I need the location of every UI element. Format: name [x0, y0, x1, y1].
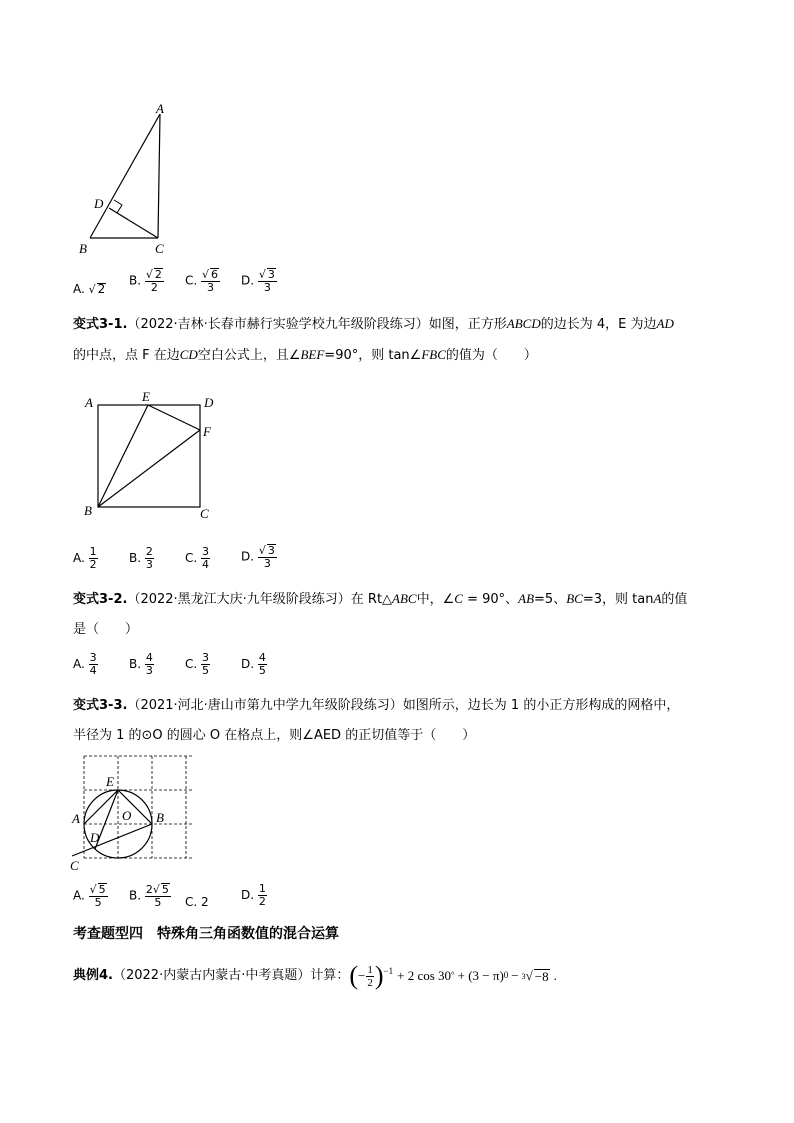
q3-3-text1: （2021·河北·唐山市第九中学九年级阶段练习）如图所示，边长为 1 的小正方形构成的网格中， — [127, 698, 680, 713]
label-d: D — [94, 196, 104, 211]
degree-sign: ° — [451, 970, 455, 980]
var-cd: CD — [179, 347, 198, 362]
frac-den: 2 — [367, 976, 373, 989]
option-c-num: 3 — [202, 545, 210, 558]
figure-grid-circle — [68, 752, 193, 870]
cube-index: 3 — [521, 972, 526, 981]
option-b-letter: B. — [129, 551, 142, 565]
label-b: B — [84, 503, 92, 518]
q3-1-line2 — [73, 347, 537, 364]
option-a-letter: A. — [73, 888, 85, 903]
frac-num: 1 — [367, 963, 373, 976]
right-angle-mark — [114, 200, 122, 213]
option-b-letter: B. — [129, 273, 142, 288]
q3-3-line2 — [73, 728, 475, 744]
option-d-den: 3 — [263, 281, 271, 294]
option-a-den: 5 — [94, 896, 102, 909]
option-b-coef: 2 — [145, 883, 153, 896]
exp-neg-one: −1 — [383, 966, 394, 976]
q3-1-line1 — [73, 316, 674, 333]
option-d-den: 5 — [258, 664, 266, 677]
option-a-letter: A. — [73, 657, 85, 671]
label-d: D — [204, 395, 214, 410]
var-ab: AB — [518, 591, 535, 606]
expression: ( − $\frac{1}{2}$ ) $^{-1}$ + 2 cos 30 ° + (3 − π) 0 − 3 √ −8 . — [349, 961, 557, 990]
label-a: A — [156, 101, 164, 116]
q3-2-source: （2022·黑龙江大庆·九年级阶段练习）在 Rt△ — [127, 592, 393, 607]
q3-2-line2 — [73, 622, 138, 638]
option-a-num: 1 — [89, 545, 97, 558]
segment-cd — [109, 208, 158, 238]
segment-ab — [90, 114, 160, 238]
option-b-radicand: 5 — [161, 883, 169, 896]
var-bc: BC — [566, 591, 583, 606]
option-d: D. $\frac{√ 3}{3}$ — [241, 268, 275, 294]
example-4-tag: 典例4. — [73, 968, 113, 983]
option-d — [241, 652, 267, 677]
option-a-radicand: 5 — [98, 883, 106, 896]
var-fbc: FBC — [421, 347, 446, 362]
q3-2-mid1: 中，∠ — [416, 592, 455, 607]
segment-be — [98, 405, 148, 507]
var-bef: BEF — [300, 347, 325, 362]
var-ad: AD — [656, 316, 674, 331]
option-d-radicand: 3 — [267, 268, 275, 281]
q3-2-mid4: =3，则 tan — [582, 592, 654, 607]
label-e: E — [142, 389, 150, 404]
label-c: C — [155, 241, 164, 256]
term-pi: + (3 − π) — [457, 968, 504, 983]
q3-3-tag: 变式3-3. — [73, 698, 128, 713]
option-c-letter: C. — [185, 551, 198, 565]
option-c — [185, 894, 209, 910]
figure-triangle-abc — [72, 96, 182, 261]
label-b: B — [156, 810, 164, 825]
label-d: D — [90, 830, 100, 845]
q3-2-mid3: =5、 — [534, 592, 567, 607]
label-c: C — [70, 858, 79, 870]
option-b: B. $\frac{√ 2}{2}$ — [129, 268, 162, 294]
q3-1-text-a: 的中点，点 F 在边 — [73, 348, 180, 363]
q3-1-text-c: =90°，则 tan∠ — [324, 348, 422, 363]
q3-1-text-b: 空白公式上，且∠ — [197, 348, 301, 363]
option-c — [185, 652, 210, 677]
option-b-den: 3 — [145, 664, 153, 677]
q3-2-tag: 变式3-2. — [73, 592, 128, 607]
q3-1-source: （2022·吉林·长春市赫行实验学校九年级阶段练习）如图，正方形 — [127, 317, 507, 332]
option-d-num: 1 — [258, 882, 266, 895]
option-d-num: 4 — [258, 651, 266, 664]
option-a-letter: A. — [73, 282, 85, 296]
segment-bf — [98, 430, 200, 507]
option-d-letter: D. — [241, 888, 255, 902]
neg-sign: − — [358, 968, 366, 983]
option-b — [129, 652, 154, 677]
option-a: A. √ 2 — [73, 282, 106, 296]
option-a — [73, 546, 98, 571]
option-d: D. $\frac{√ 3}{3}$ — [241, 544, 275, 570]
option-d-letter: D. — [241, 273, 255, 288]
option-d-den: 3 — [263, 557, 271, 570]
example-4-source: （2022·内蒙古内蒙古·中考真题）计算： — [112, 968, 350, 983]
cube-radicand: −8 — [534, 968, 549, 984]
option-c-value: 2 — [201, 895, 209, 909]
option-b — [129, 546, 154, 571]
period: . — [553, 968, 557, 983]
label-b: B — [79, 241, 87, 256]
option-a — [73, 652, 98, 677]
var-abc: ABC — [392, 591, 417, 606]
label-e: E — [106, 774, 114, 789]
q3-2-mid5: 的值 — [661, 592, 688, 607]
var-a: A — [653, 591, 662, 606]
square — [98, 405, 200, 507]
q3-3-line1 — [73, 698, 679, 714]
option-d-letter: D. — [241, 549, 255, 564]
option-c-den: 4 — [202, 558, 210, 571]
option-c-letter: C. — [185, 657, 198, 671]
option-a-radicand: 2 — [97, 282, 106, 296]
q3-3-text2: 半径为 1 的⊙O 的圆心 O 在格点上，则∠AED 的正切值等于（ ） — [73, 728, 476, 743]
option-d-letter: D. — [241, 657, 255, 671]
option-d-radicand: 3 — [267, 544, 275, 557]
option-b-letter: B. — [129, 657, 142, 671]
term-cos: + 2 cos 30 — [397, 968, 452, 983]
var-abcd: ABCD — [506, 316, 541, 331]
option-b-den: 5 — [154, 896, 162, 909]
option-c — [185, 546, 210, 571]
label-o: O — [122, 808, 132, 823]
section-title: 考查题型四 特殊角三角函数值的混合运算 — [73, 926, 339, 942]
q3-1-text-d: 的值为（ ） — [445, 348, 537, 363]
option-c-den: 3 — [207, 281, 215, 294]
option-c-num: 3 — [202, 651, 210, 664]
label-f: F — [203, 424, 211, 439]
option-b-den: 2 — [150, 281, 158, 294]
label-c: C — [200, 506, 209, 521]
figure-square-abcd — [80, 388, 220, 523]
option-c-letter: C. — [185, 895, 198, 909]
option-a-letter: A. — [73, 551, 85, 565]
option-c-den: 5 — [202, 664, 210, 677]
option-c-radicand: 6 — [211, 268, 219, 281]
option-c-letter: C. — [185, 273, 198, 288]
exp-zero: 0 — [503, 970, 509, 980]
q3-2-line1 — [73, 591, 687, 608]
option-b-num: 4 — [145, 651, 153, 664]
option-a-den: 4 — [89, 664, 97, 677]
option-d — [241, 883, 267, 908]
option-b-num: 2 — [145, 545, 153, 558]
option-b-den: 3 — [145, 558, 153, 571]
example-4 — [73, 958, 557, 994]
label-a: A — [85, 395, 93, 410]
q3-2-tail: 是（ ） — [73, 622, 139, 637]
option-a-num: 3 — [89, 651, 97, 664]
var-c: C — [454, 591, 463, 606]
option-b: B. $\frac{2√ 5}{5}$ — [129, 883, 169, 909]
option-a-den: 2 — [89, 558, 97, 571]
q3-1-tag: 变式3-1. — [73, 317, 128, 332]
option-b-radicand: 2 — [154, 268, 162, 281]
option-a: A. $\frac{√ 5}{5}$ — [73, 883, 106, 909]
option-d-den: 2 — [258, 895, 266, 908]
label-a: A — [72, 811, 80, 826]
minus-sign: − — [511, 968, 519, 983]
option-b-letter: B. — [129, 888, 142, 903]
segment-ef — [148, 405, 200, 430]
q3-2-mid2: = 90°、 — [462, 592, 519, 607]
q3-1-text-mid: 的边长为 4，E 为边 — [540, 317, 657, 332]
option-c: C. $\frac{√ 6}{3}$ — [185, 268, 219, 294]
segment-ac — [158, 114, 160, 238]
